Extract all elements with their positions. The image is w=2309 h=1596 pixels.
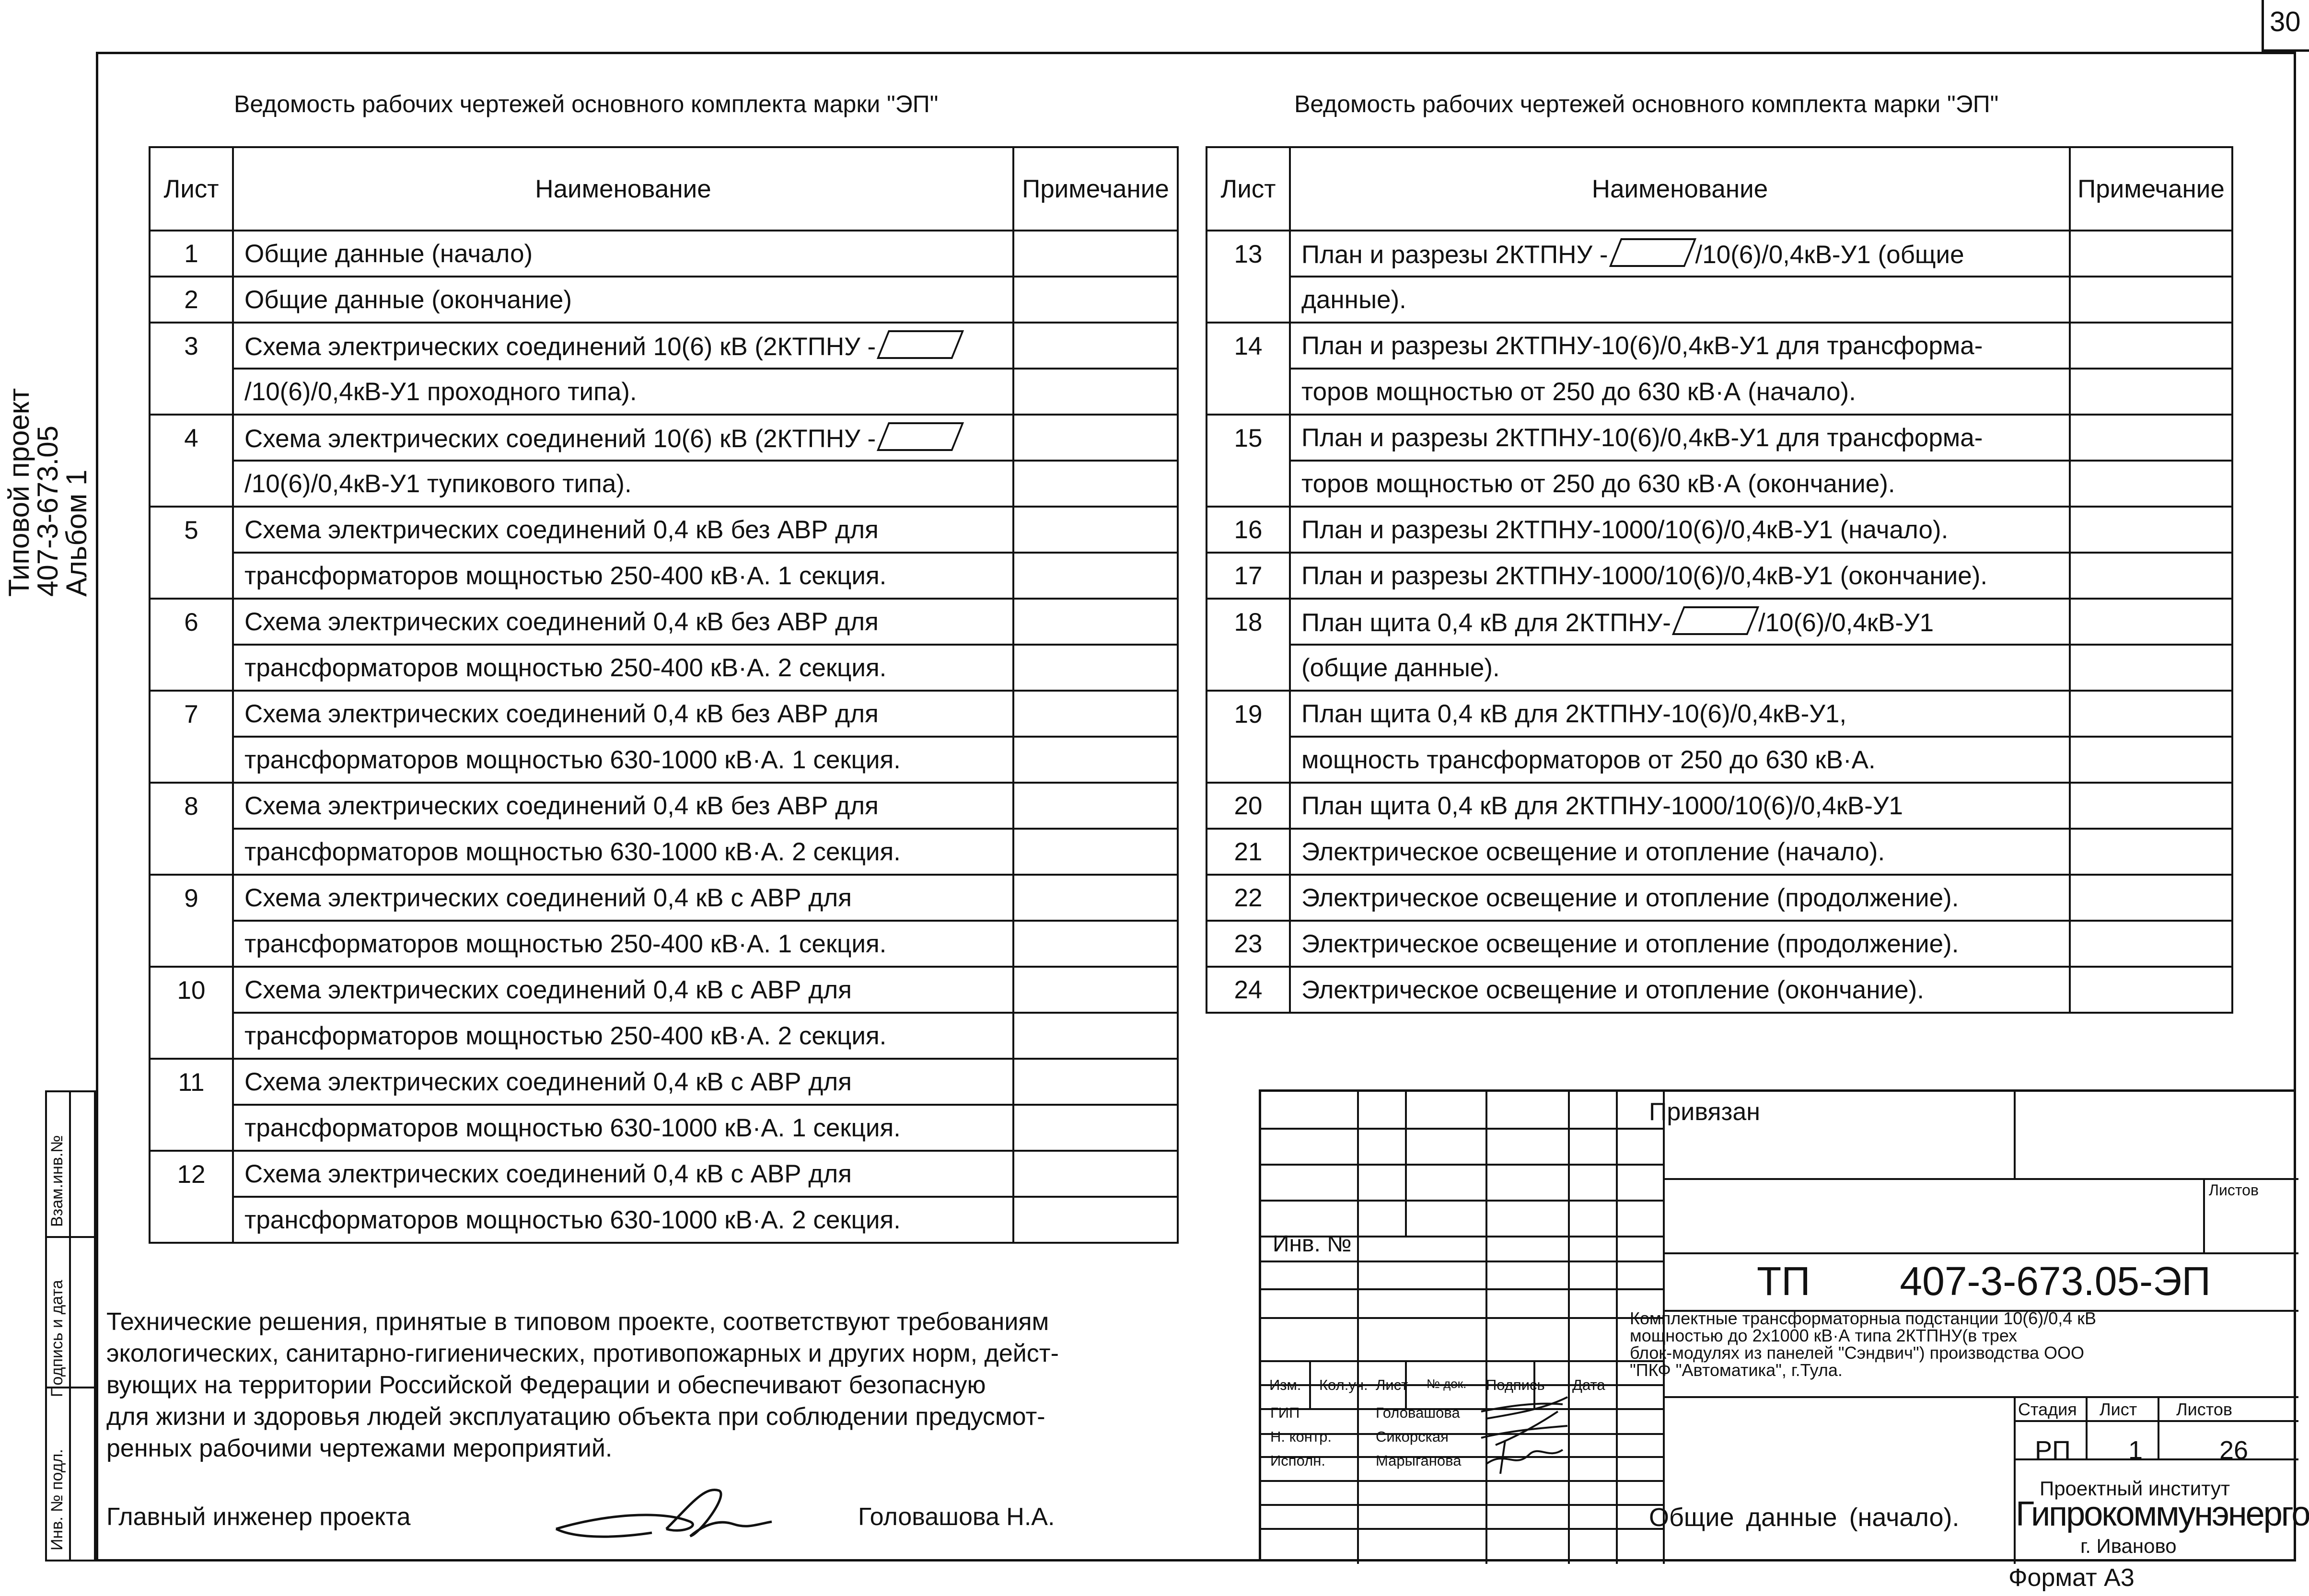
sheet-note xyxy=(1013,415,1178,461)
chief-engineer-name: Головашова Н.А. xyxy=(858,1503,1055,1531)
col-header-note: Примечание xyxy=(2070,147,2232,231)
sheet-note xyxy=(2070,461,2232,507)
sheet-note xyxy=(1013,1059,1178,1105)
role-gip: ГИП xyxy=(1270,1404,1300,1421)
sheet-name xyxy=(1290,737,2070,783)
blank-field-icon xyxy=(877,422,964,451)
sheet-name-text: Электрическое освещение и отопление (окончание). xyxy=(1301,975,1924,1004)
chief-engineer-role: Главный инженер проекта xyxy=(106,1503,411,1531)
sheet-number xyxy=(150,461,233,507)
table-row xyxy=(150,921,1178,967)
sheet-name-text: данные). xyxy=(1301,285,1406,314)
sheet-number xyxy=(1207,645,1290,691)
sheet-name-text: Электрическое освещение и отопление (начало). xyxy=(1301,837,1885,866)
document-code: ТП 407-3-673.05-ЭП xyxy=(1757,1259,2211,1304)
sheet-name xyxy=(1290,553,2070,599)
sheet-name xyxy=(233,1059,1013,1105)
sheet-number: 16 xyxy=(1207,507,1290,553)
description-line: блок-модулях из панелей "Сэндвич") производства ООО xyxy=(1630,1343,2084,1363)
sheet-name xyxy=(233,415,1013,461)
sheet-number: 5 xyxy=(150,507,233,553)
sheet-number: 2 xyxy=(150,277,233,323)
sheet-number xyxy=(150,737,233,783)
col-header-note: Примечание xyxy=(1013,147,1178,231)
sheet-number: 19 xyxy=(1207,691,1290,737)
table-row xyxy=(150,875,1178,921)
bound-label: Привязан xyxy=(1649,1098,1761,1126)
sheet-note xyxy=(1013,829,1178,875)
sheet-name-text: План щита 0,4 кВ для 2КТПНУ- xyxy=(1301,608,1671,637)
table-row xyxy=(1207,461,2232,507)
replace-inv-label: Взам.инв.№ xyxy=(48,1135,66,1227)
sheet-name xyxy=(233,1151,1013,1197)
sheet-note xyxy=(1013,553,1178,599)
col-header-name: Наименование xyxy=(233,147,1013,231)
sheet-name-text: трансформаторов мощностью 250-400 кВ·А. 2 секция. xyxy=(244,1021,887,1050)
sheet-number: 22 xyxy=(1207,875,1290,921)
table-row xyxy=(150,645,1178,691)
table-row xyxy=(1207,645,2232,691)
note-line: для жизни и здоровья людей эксплуатацию объекта при соблюдении предусмот- xyxy=(106,1403,1045,1431)
sheet-name xyxy=(1290,967,2070,1013)
stage-value: РП xyxy=(2035,1436,2071,1465)
sheet-number xyxy=(150,1013,233,1059)
sheet-label: Лист xyxy=(2100,1399,2137,1419)
sheet-name-text: торов мощностью от 250 до 630 кВ·А (окончание). xyxy=(1301,469,1895,498)
sheet-note xyxy=(1013,507,1178,553)
sheet-number xyxy=(150,921,233,967)
sheet-note xyxy=(2070,967,2232,1013)
sheet-number: 17 xyxy=(1207,553,1290,599)
sheet-name xyxy=(1290,783,2070,829)
sheet-note xyxy=(2070,231,2232,277)
right-sheet-title: Ведомость рабочих чертежей основного комплекта марки "ЭП" xyxy=(1294,91,1999,117)
col-sheet: Лист xyxy=(1376,1376,1408,1393)
sheet-number xyxy=(150,829,233,875)
sheet-name xyxy=(1290,645,2070,691)
sheet-name-text: Общие данные (окончание) xyxy=(244,285,572,314)
sheet-note xyxy=(2070,507,2232,553)
sheet-name xyxy=(1290,369,2070,415)
sheet-number xyxy=(1207,369,1290,415)
sheet-number: 13 xyxy=(1207,231,1290,277)
table-row xyxy=(150,461,1178,507)
sheet-name-text: Схема электрических соединений 0,4 кВ с АВР для xyxy=(244,1067,852,1096)
table-row xyxy=(150,1105,1178,1151)
note-line: Технические решения, принятые в типовом проекте, соответствуют требованиям xyxy=(106,1308,1049,1336)
right-drawing-list xyxy=(1206,146,2233,1014)
chief-engineer-signature xyxy=(546,1476,777,1548)
sheet-name xyxy=(233,1013,1013,1059)
sheet-name-suffix: /10(6)/0,4кВ-У1 xyxy=(1758,608,1934,637)
sheet-note xyxy=(1013,231,1178,277)
sheet-name-text: /10(6)/0,4кВ-У1 проходного типа). xyxy=(244,377,637,406)
sheet-number xyxy=(1207,277,1290,323)
sheet-name xyxy=(1290,415,2070,461)
sheet-note xyxy=(1013,277,1178,323)
note-line: ренных рабочими чертежами мероприятий. xyxy=(106,1434,613,1462)
stage-label: Стадия xyxy=(2018,1399,2077,1419)
table-row xyxy=(150,691,1178,737)
left-drawing-list xyxy=(149,146,1179,1244)
sheet-name xyxy=(233,921,1013,967)
table-row xyxy=(150,415,1178,461)
sheet-note xyxy=(1013,921,1178,967)
sheet-name xyxy=(1290,921,2070,967)
sheet-name xyxy=(233,645,1013,691)
table-row xyxy=(150,231,1178,277)
sheet-name xyxy=(1290,691,2070,737)
sheet-number xyxy=(1207,737,1290,783)
sheet-name xyxy=(233,599,1013,645)
sheet-number: 24 xyxy=(1207,967,1290,1013)
table-row xyxy=(1207,415,2232,461)
sheet-name xyxy=(233,829,1013,875)
sheet-number xyxy=(150,1197,233,1243)
project-code: 407-3-673.05 xyxy=(32,426,64,597)
institute-name: Гипрокоммунэнерго xyxy=(2016,1495,2309,1533)
sheet-note xyxy=(1013,369,1178,415)
sheet-name-text: торов мощностью от 250 до 630 кВ·А (начало). xyxy=(1301,377,1856,406)
sheet-note xyxy=(2070,645,2232,691)
table-row xyxy=(1207,599,2232,645)
sheet-name xyxy=(1290,461,2070,507)
sheets-label: Листов xyxy=(2176,1399,2232,1419)
sheet-number: 14 xyxy=(1207,323,1290,369)
table-row xyxy=(150,599,1178,645)
blank-field-icon xyxy=(877,330,964,359)
table-row xyxy=(150,1059,1178,1105)
table-row xyxy=(150,829,1178,875)
sheet-name xyxy=(233,231,1013,277)
sheet-name xyxy=(1290,829,2070,875)
sheet-number: 8 xyxy=(150,783,233,829)
sheet-name-text: Электрическое освещение и отопление (продолжение). xyxy=(1301,883,1959,912)
sheet-name xyxy=(1290,323,2070,369)
table-row xyxy=(150,783,1178,829)
sheet-number: 18 xyxy=(1207,599,1290,645)
sheet-name xyxy=(233,461,1013,507)
sheet-number: 11 xyxy=(150,1059,233,1105)
sheet-number: 6 xyxy=(150,599,233,645)
sheet-number: 4 xyxy=(150,415,233,461)
sheet-name-text: /10(6)/0,4кВ-У1 тупикового типа). xyxy=(244,469,632,498)
sheet-number: 20 xyxy=(1207,783,1290,829)
sheet-number: 3 xyxy=(150,323,233,369)
table-row xyxy=(150,323,1178,369)
sheet-name-text: Схема электрических соединений 10(6) кВ (2КТПНУ - xyxy=(244,424,876,453)
stamp-signatures xyxy=(1476,1392,1572,1479)
table-row xyxy=(1207,507,2232,553)
sheet-name-text: Схема электрических соединений 0,4 кВ с АВР для xyxy=(244,975,852,1004)
sheet-name xyxy=(233,967,1013,1013)
album-number: Альбом 1 xyxy=(60,469,93,597)
sheet-note xyxy=(1013,967,1178,1013)
table-row xyxy=(150,277,1178,323)
blank-field-icon xyxy=(1672,606,1759,635)
table-row xyxy=(150,369,1178,415)
table-row xyxy=(1207,829,2232,875)
sheet-note xyxy=(1013,1013,1178,1059)
description-line: "ПКФ "Автоматика", г.Тула. xyxy=(1630,1360,1843,1380)
sheet-name xyxy=(233,1197,1013,1243)
sheet-name-text: Схема электрических соединений 10(6) кВ (2КТПНУ - xyxy=(244,332,876,361)
sheet-note xyxy=(1013,645,1178,691)
col-header-sheet: Лист xyxy=(1207,147,1290,231)
sheet-number xyxy=(150,645,233,691)
sheet-note xyxy=(2070,369,2232,415)
sheet-note xyxy=(1013,875,1178,921)
sheet-number: 9 xyxy=(150,875,233,921)
sheet-name xyxy=(233,323,1013,369)
name-executor: Марыганова xyxy=(1376,1452,1462,1469)
sheet-name-text: (общие данные). xyxy=(1301,653,1500,682)
institute-line1: Проектный институт xyxy=(2040,1477,2230,1500)
sheet-name-text: План и разрезы 2КТПНУ-10(6)/0,4кВ-У1 для трансформа- xyxy=(1301,423,1983,452)
table-row xyxy=(1207,277,2232,323)
sheet-name-text: Схема электрических соединений 0,4 кВ без АВР для xyxy=(244,515,879,544)
format-label: Формат А3 xyxy=(2008,1564,2135,1592)
name-gip: Головашова xyxy=(1376,1404,1460,1421)
vertical-project-title xyxy=(5,388,91,597)
table-row xyxy=(1207,323,2232,369)
sheet-name xyxy=(233,1105,1013,1151)
col-change: Изм. xyxy=(1269,1376,1301,1393)
sheet-number: 10 xyxy=(150,967,233,1013)
sheet-name-text: трансформаторов мощностью 630-1000 кВ·А. 2 секция. xyxy=(244,837,901,866)
sheet-value: 1 xyxy=(2128,1436,2143,1465)
role-norm-control: Н. контр. xyxy=(1270,1428,1332,1445)
sheet-name xyxy=(233,277,1013,323)
sheet-name-text: трансформаторов мощностью 630-1000 кВ·А. 2 секция. xyxy=(244,1205,901,1234)
sheet-number xyxy=(150,1105,233,1151)
col-doc-no: № док. xyxy=(1427,1376,1467,1391)
col-header-sheet: Лист xyxy=(150,147,233,231)
sheet-note xyxy=(1013,783,1178,829)
note-line: экологических, санитарно-гигиенических, противопожарных и других норм, дейст- xyxy=(106,1340,1059,1367)
sheet-name-text: Электрическое освещение и отопление (продолжение). xyxy=(1301,929,1959,958)
sheet-name-text: План и разрезы 2КТПНУ-1000/10(6)/0,4кВ-У1 (начало). xyxy=(1301,515,1949,544)
description-line: мощностью до 2х1000 кВ·А типа 2КТПНУ(в трех xyxy=(1630,1326,2018,1345)
sheet-name xyxy=(233,507,1013,553)
sheet-name-text: Схема электрических соединений 0,4 кВ с АВР для xyxy=(244,883,852,912)
note-line: вующих на территории Российской Федерации и обеспечивают безопасную xyxy=(106,1371,986,1399)
sheet-name-text: трансформаторов мощностью 630-1000 кВ·А. 1 секция. xyxy=(244,745,901,774)
sheet-name-text: План и разрезы 2КТПНУ - xyxy=(1301,240,1608,269)
sheet-note xyxy=(2070,323,2232,369)
sheet-note xyxy=(2070,691,2232,737)
sheet-note xyxy=(2070,415,2232,461)
sheet-name-text: План и разрезы 2КТПНУ-10(6)/0,4кВ-У1 для трансформа- xyxy=(1301,331,1983,360)
col-qty: Кол.уч. xyxy=(1319,1376,1368,1393)
table-row xyxy=(150,737,1178,783)
sheet-name xyxy=(1290,599,2070,645)
sheet-name xyxy=(233,369,1013,415)
table-row xyxy=(150,507,1178,553)
sheet-note xyxy=(1013,691,1178,737)
technical-note xyxy=(106,1306,1059,1464)
sheet-note xyxy=(1013,323,1178,369)
project-description xyxy=(1630,1310,2096,1379)
sheet-name-text: Схема электрических соединений 0,4 кВ без АВР для xyxy=(244,791,879,820)
table-row xyxy=(1207,737,2232,783)
blank-field-icon xyxy=(1609,238,1696,267)
sheet-name-text: трансформаторов мощностью 630-1000 кВ·А. 1 секция. xyxy=(244,1113,901,1142)
sheet-name-text: Общие данные (начало) xyxy=(244,239,533,268)
sheet-name xyxy=(1290,277,2070,323)
inv-orig-label: Инв. № подл. xyxy=(48,1449,66,1550)
table-row xyxy=(1207,783,2232,829)
col-date: Дата xyxy=(1572,1376,1605,1393)
table-row xyxy=(1207,691,2232,737)
sheet-name-suffix: /10(6)/0,4кВ-У1 (общие xyxy=(1695,240,1964,269)
sheet-name xyxy=(1290,231,2070,277)
role-executor: Исполн. xyxy=(1270,1452,1325,1469)
col-header-name: Наименование xyxy=(1290,147,2070,231)
sheet-name-text: трансформаторов мощностью 250-400 кВ·А. 2 секция. xyxy=(244,653,887,682)
sheet-number: 23 xyxy=(1207,921,1290,967)
sign-date-label: Подпись и дата xyxy=(48,1280,66,1397)
name-norm-control: Сикорская xyxy=(1376,1428,1449,1445)
sheet-name xyxy=(233,691,1013,737)
sheet-number: 7 xyxy=(150,691,233,737)
sheet-note xyxy=(1013,737,1178,783)
table-row xyxy=(1207,369,2232,415)
table-row xyxy=(1207,921,2232,967)
table-row xyxy=(150,1197,1178,1243)
inv-number-label: Инв. № xyxy=(1273,1231,1352,1257)
table-row xyxy=(150,1151,1178,1197)
sheet-name xyxy=(233,875,1013,921)
table-row xyxy=(1207,231,2232,277)
page-number: 30 xyxy=(2270,6,2301,37)
sheet-name-text: Схема электрических соединений 0,4 кВ без АВР для xyxy=(244,607,879,636)
institute-city: г. Иваново xyxy=(2080,1535,2177,1557)
sheet-name-text: План щита 0,4 кВ для 2КТПНУ-1000/10(6)/0,4кВ-У1 xyxy=(1301,791,1903,820)
sheet-name xyxy=(233,737,1013,783)
col-signature: Подпись xyxy=(1486,1376,1545,1393)
sheet-note xyxy=(1013,1197,1178,1243)
sheet-name-text: мощность трансформаторов от 250 до 630 кВ·А. xyxy=(1301,745,1876,774)
sheet-number: 1 xyxy=(150,231,233,277)
sheet-note xyxy=(2070,783,2232,829)
sheet-note xyxy=(2070,921,2232,967)
sheet-note xyxy=(2070,829,2232,875)
project-type: Типовой проект xyxy=(3,388,35,597)
description-line: Комплектныe трансформаторныa подстанции 10(6)/0,4 кВ xyxy=(1630,1308,2097,1328)
left-sheet-title: Ведомость рабочих чертежей основного комплекта марки "ЭП" xyxy=(234,91,939,117)
sheet-note xyxy=(1013,461,1178,507)
sheet-name-text: трансформаторов мощностью 250-400 кВ·А. 1 секция. xyxy=(244,561,887,590)
sheets-label-top: Листов xyxy=(2209,1181,2259,1199)
sheet-number xyxy=(150,553,233,599)
table-row xyxy=(1207,967,2232,1013)
sheet-number: 21 xyxy=(1207,829,1290,875)
sheet-note xyxy=(2070,875,2232,921)
table-row xyxy=(150,1013,1178,1059)
sheet-title: Общие данные (начало). xyxy=(1649,1503,1960,1532)
sheets-total: 26 xyxy=(2219,1436,2249,1465)
sheet-note xyxy=(1013,599,1178,645)
table-row xyxy=(1207,553,2232,599)
sheet-name xyxy=(1290,507,2070,553)
sheet-name-text: План и разрезы 2КТПНУ-1000/10(6)/0,4кВ-У1 (окончание). xyxy=(1301,561,1988,590)
sheet-name-text: Схема электрических соединений 0,4 кВ с АВР для xyxy=(244,1159,852,1188)
sheet-note xyxy=(2070,737,2232,783)
sheet-name-text: Схема электрических соединений 0,4 кВ без АВР для xyxy=(244,699,879,728)
sheet-number: 12 xyxy=(150,1151,233,1197)
sheet-number: 15 xyxy=(1207,415,1290,461)
table-row xyxy=(1207,875,2232,921)
sheet-name xyxy=(1290,875,2070,921)
sheet-name xyxy=(233,553,1013,599)
table-row xyxy=(150,967,1178,1013)
sheet-number xyxy=(150,369,233,415)
sheet-name-text: трансформаторов мощностью 250-400 кВ·А. 1 секция. xyxy=(244,929,887,958)
sheet-note xyxy=(2070,599,2232,645)
table-row xyxy=(150,553,1178,599)
sheet-name-text: План щита 0,4 кВ для 2КТПНУ-10(6)/0,4кВ-У1, xyxy=(1301,699,1847,728)
sheet-note xyxy=(1013,1105,1178,1151)
sheet-note xyxy=(2070,277,2232,323)
sheet-name xyxy=(233,783,1013,829)
sheet-note xyxy=(1013,1151,1178,1197)
sheet-number xyxy=(1207,461,1290,507)
sheet-note xyxy=(2070,553,2232,599)
